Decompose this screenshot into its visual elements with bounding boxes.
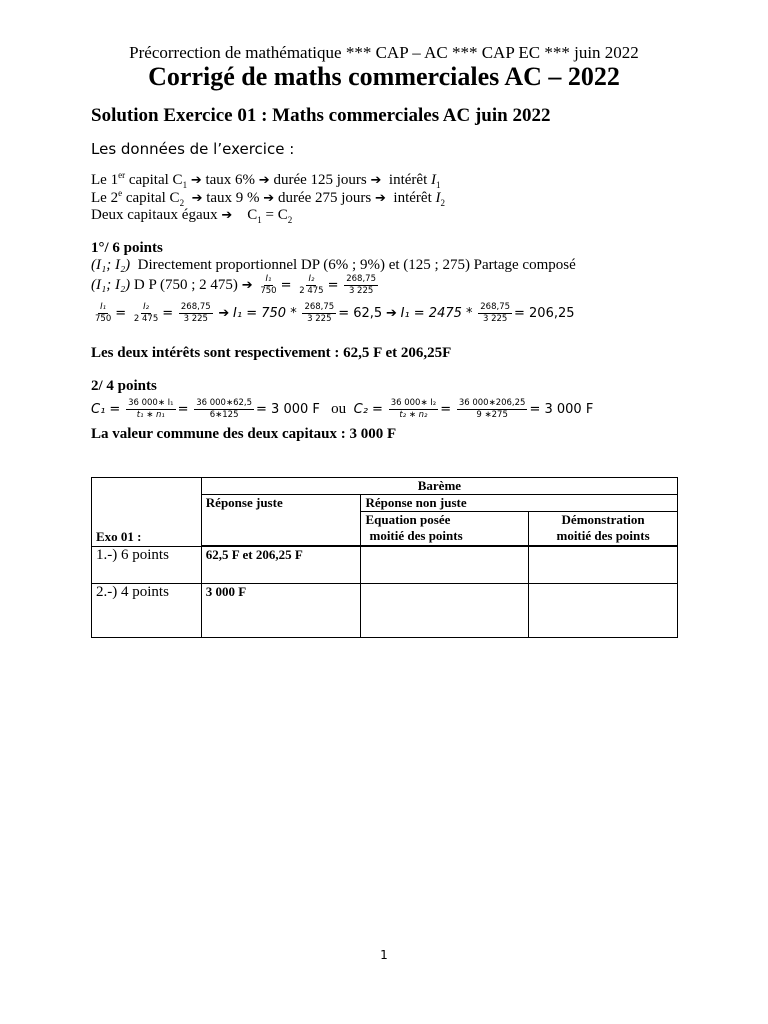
row-answer: 62,5 F et 206,25 F xyxy=(201,547,361,584)
document-title: Corrigé de maths commerciales AC – 2022 xyxy=(148,62,620,91)
row-label: 2.-) 4 points xyxy=(92,584,202,638)
row-answer: 3 000 F xyxy=(201,584,361,638)
col-header-juste: Réponse juste xyxy=(201,495,361,546)
row-demo-cell xyxy=(529,547,678,584)
arrow-icon: ➔ xyxy=(385,305,397,321)
data-line-2: Le 2e capital $C_2$ ➔ taux 9 % ➔ durée 275 jours ➔ intérêt $I_2$ xyxy=(91,188,445,208)
fraction: $\frac{\text{I₂}}{2 475}$ xyxy=(299,274,324,296)
arrow-icon: ➔ xyxy=(218,305,230,321)
table-row xyxy=(92,547,678,584)
fraction: $\frac{268,75}{3 225}$ xyxy=(304,302,335,324)
col-header-non-juste: Réponse non juste xyxy=(361,495,678,512)
fraction: $\frac{268,75}{3 225}$ xyxy=(480,302,511,324)
row-equation-cell xyxy=(361,584,529,638)
page-number: 1 xyxy=(380,948,388,962)
q1-heading: 1°/ 6 points xyxy=(91,240,163,256)
fraction: $\frac{268,75}{3 225}$ xyxy=(180,302,211,324)
arrow-icon: ➔ xyxy=(258,173,270,188)
data-line-3: Deux capitaux égaux ➔ $C_1 = C_2$ xyxy=(91,207,293,225)
col-header-demo: Démonstration moitié des points xyxy=(529,512,678,546)
q2-heading: 2/ 4 points xyxy=(91,378,157,394)
q1-line-2: (I₁; I₂) D P (750 ; 2 475) ➔ $\frac{\text{I₁}}{750}$ = $\frac{\text{I₂}}{2 475}$ = $\frac{268,75}{3 225}$ xyxy=(91,274,376,296)
bareme-title: Barème xyxy=(201,478,677,495)
arrow-icon: ➔ xyxy=(370,173,382,188)
row-demo-cell xyxy=(529,584,678,638)
arrow-icon: ➔ xyxy=(191,191,203,206)
fraction: $\frac{36 000∗62,5}{6∗125}$ xyxy=(196,398,253,420)
q1-line-3: $\frac{\text{I₁}}{750}$ = $\frac{\text{I₂}}{2 475}$ = $\frac{268,75}{3 225}$ ➔ I₁ = 750 * $\frac{268,75}{3 225}$ = 62,5 ➔ I₁ = 2475 * $\frac{268,75}{3 225}$ = 206,25 xyxy=(95,302,575,324)
fraction: $\frac{\text{I₁}}{750}$ xyxy=(95,302,112,324)
data-intro: Les données de l’exercice : xyxy=(91,140,295,158)
data-line-1: Le 1er capital $C_1$ ➔ taux 6% ➔ durée 125 jours ➔ intérêt $I_1$ xyxy=(91,170,441,190)
bareme-table xyxy=(91,477,678,638)
arrow-icon: ➔ xyxy=(263,191,275,206)
fraction: $\frac{36 000∗206,25}{9 ∗275}$ xyxy=(458,398,526,420)
col-header-equation: Equation posée moitié des points xyxy=(361,512,529,546)
q1-line-1: (I₁; I₂) Directement proportionnel DP (6% ; 9%) et (125 ; 275) Partage composé xyxy=(91,257,576,273)
arrow-icon: ➔ xyxy=(241,277,253,293)
fraction: $\frac{\text{36 000∗ I₁}}{\text{t₁ ∗ n₁}}$ xyxy=(128,398,174,420)
table-row xyxy=(92,584,678,638)
fraction: $\frac{\text{I₁}}{750}$ xyxy=(260,274,277,296)
fraction: $\frac{\text{I₂}}{2 475}$ xyxy=(133,302,159,324)
arrow-icon: ➔ xyxy=(375,191,386,206)
row-equation-cell xyxy=(361,547,529,584)
q2-equation: C₁ = $\frac{\text{36 000∗ I₁}}{\text{t₁ ∗ n₁}}$ = $\frac{36 000∗62,5}{6∗125}$ = 3 000 F ou C₂ = $\frac{\text{36 000∗ I₂}}{\text{t₂ ∗ n₂}}$ = $\frac{36 000∗206,25}{9 ∗275}$ = 3 000 F xyxy=(91,398,594,420)
q2-conclusion: La valeur commune des deux capitaux : 3 000 F xyxy=(91,426,397,442)
section-title: Solution Exercice 01 : Maths commerciales AC juin 2022 xyxy=(91,105,551,126)
exo-label-cell: Exo 01 : xyxy=(92,546,202,547)
fraction: $\frac{268,75}{3 225}$ xyxy=(346,274,376,296)
fraction: $\frac{\text{36 000∗ I₂}}{\text{t₂ ∗ n₂}}$ xyxy=(390,398,437,420)
arrow-icon: ➔ xyxy=(221,208,233,223)
document-subtitle: Précorrection de mathématique *** CAP – AC *** CAP EC *** juin 2022 xyxy=(129,43,639,62)
q1-conclusion: Les deux intérêts sont respectivement : 62,5 F et 206,25F xyxy=(91,345,452,361)
arrow-icon: ➔ xyxy=(190,173,202,188)
row-label: 1.-) 6 points xyxy=(92,547,202,584)
